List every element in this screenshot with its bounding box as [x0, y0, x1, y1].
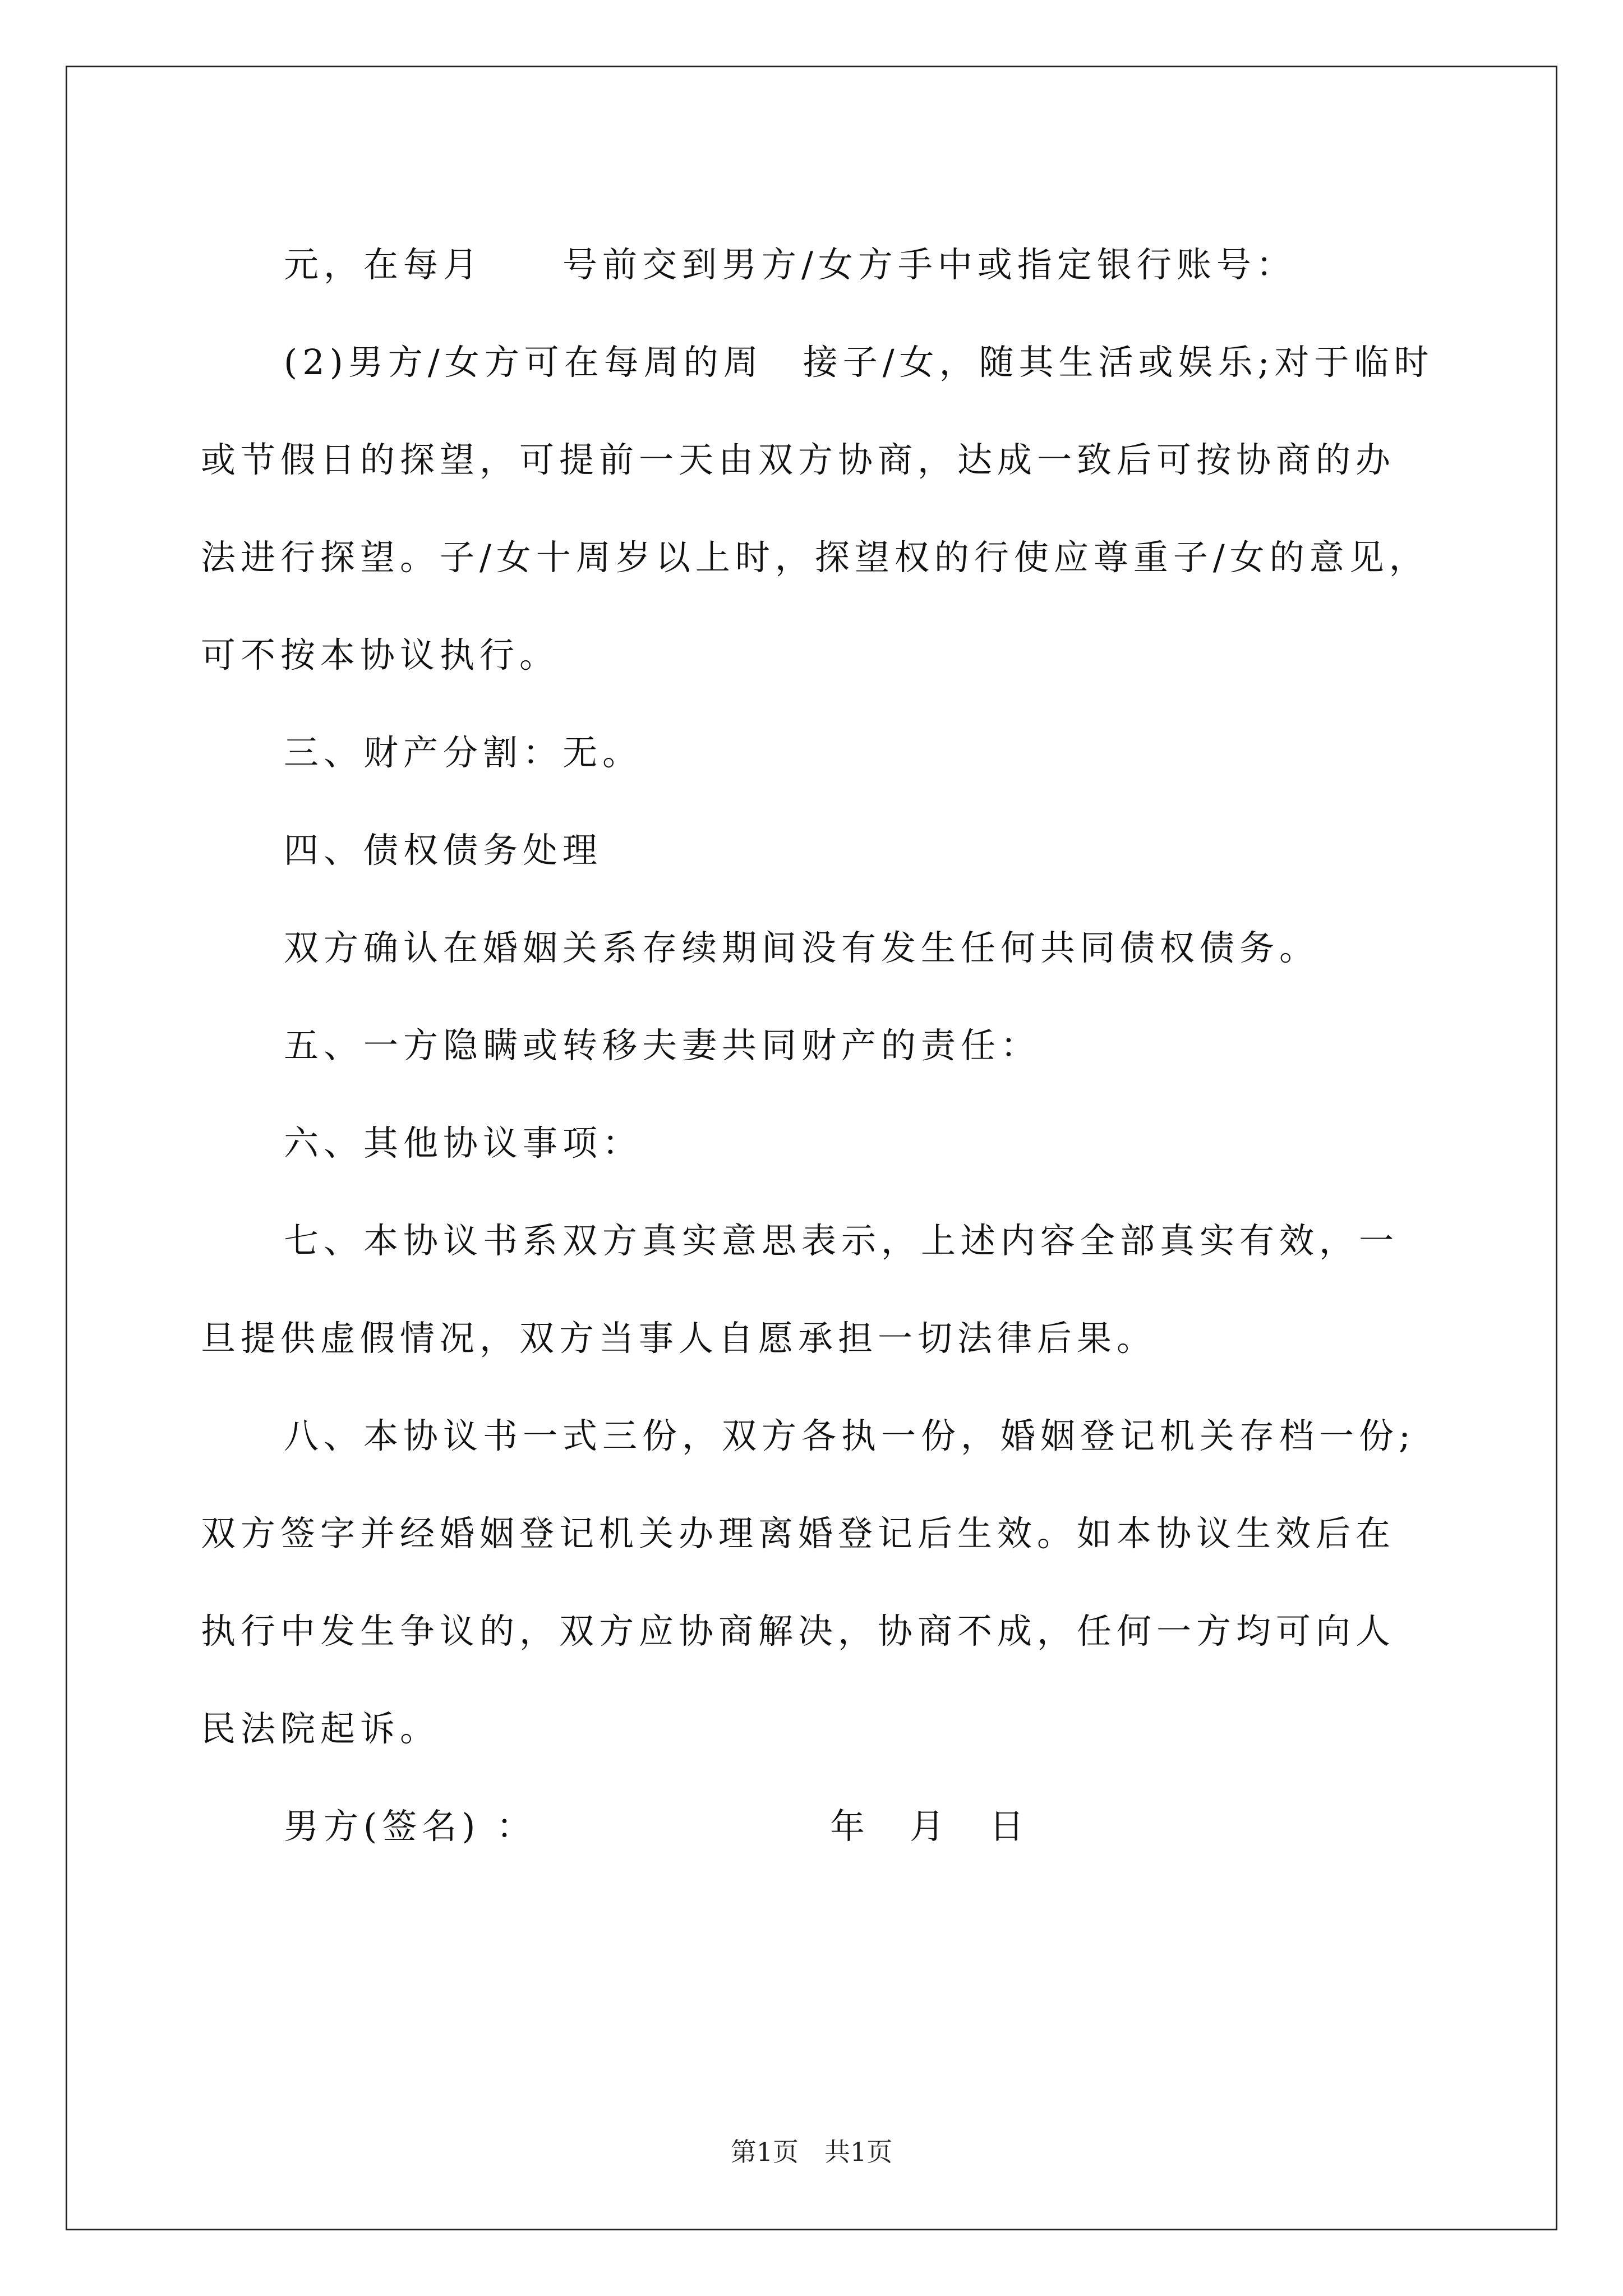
paragraph: 六、其他协议事项：: [284, 1122, 643, 1163]
signature-date: 年 月 日: [830, 1806, 1030, 1847]
paragraph: 元，在每月 号前交到男方/女方手中或指定银行账号：: [284, 244, 1296, 285]
page-footer: 第1页 共1页: [730, 2137, 893, 2167]
paragraph: (2)男方/女方可在每周的周 接子/女，随其生活或娱乐;对于临时或节假日的探望，可提前一天由双方协商，达成一致后可按协商的办法进行探望。子/女十周岁以上时，探望权的行使应尊重子/女的意见，可不按本协议执行。: [201, 342, 1434, 675]
paragraph: 四、债权债务处理: [284, 830, 603, 871]
paragraph: 五、一方隐瞒或转移夫妻共同财产的责任：: [284, 1025, 1041, 1066]
document-body: [201, 216, 1435, 1875]
paragraph: 双方确认在婚姻关系存续期间没有发生任何共同债权债务。: [284, 927, 1320, 968]
signature-line: [201, 1778, 1435, 1875]
paragraph: 三、财产分割：无。: [284, 732, 643, 773]
paragraph: 七、本协议书系双方真实意思表示，上述内容全部真实有效，一旦提供虚假情况，双方当事人自愿承担一切法律后果。: [201, 1220, 1399, 1359]
signature-label: 男方(签名) ：: [284, 1806, 537, 1847]
paragraph: 八、本协议书一式三份，双方各执一份，婚姻登记机关存档一份;双方签字并经婚姻登记机关办理离婚登记后生效。如本协议生效后在执行中发生争议的，双方应协商解决，协商不成，任何一方均可向人民法院起诉。: [201, 1415, 1415, 1749]
